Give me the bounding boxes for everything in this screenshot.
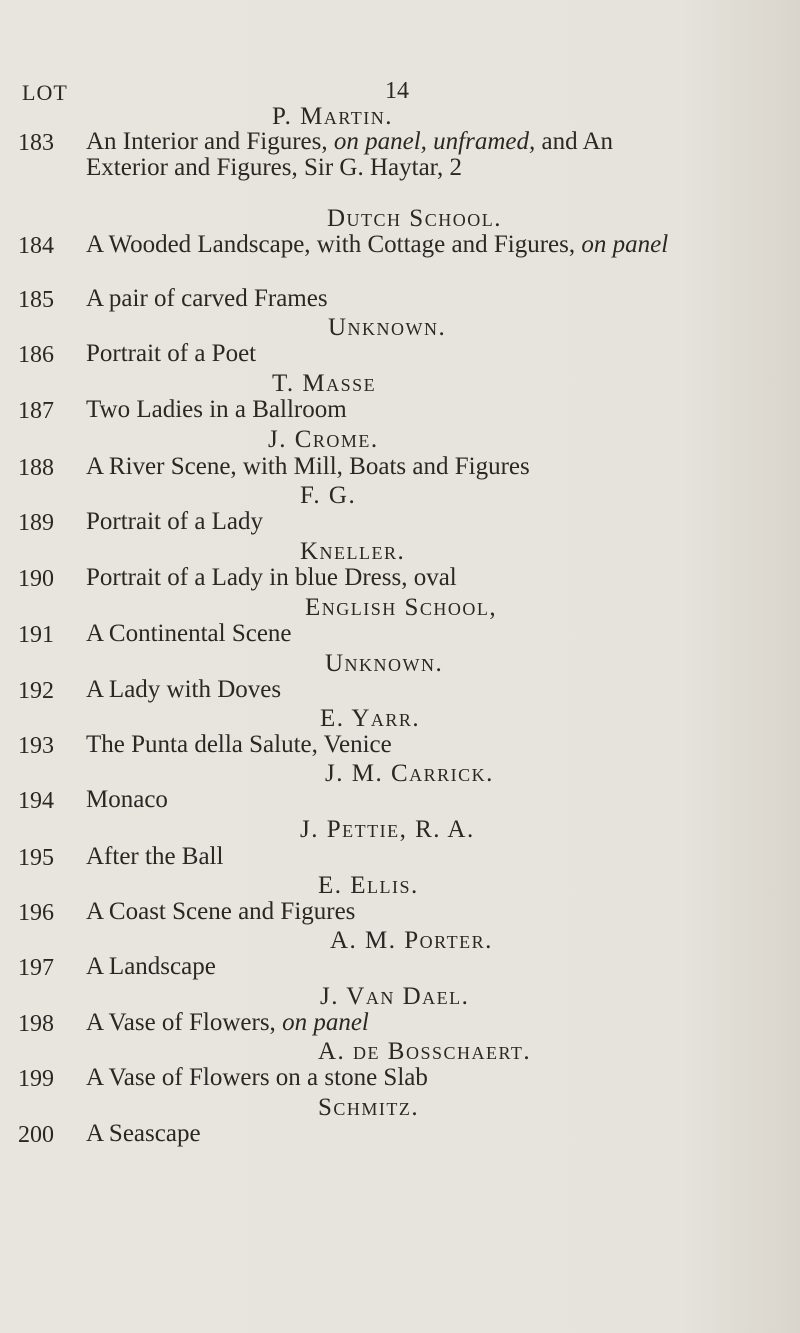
description-medium: on panel [282, 1009, 369, 1036]
lot-number: 191 [18, 622, 54, 648]
lot-description: Portrait of a Lady [86, 508, 264, 535]
lot-column-header: LOT [22, 80, 68, 105]
description-text: A Wooded Landscape, with Cottage and Figures, [86, 231, 582, 258]
page-number: 14 [385, 78, 409, 104]
artist-name: E. Ellis. [318, 872, 419, 899]
artist-name: English School, [305, 594, 498, 621]
lot-description: After the Ball [86, 843, 224, 870]
lot-number: 197 [18, 955, 54, 981]
lot-number: 200 [18, 1122, 54, 1148]
artist-name: Dutch School. [327, 205, 502, 232]
lot-description: Monaco [86, 786, 168, 813]
lot-description: Two Ladies in a Ballroom [86, 396, 347, 423]
lot-number: 183 [18, 130, 54, 156]
artist-name: A. de Bosschaert. [318, 1038, 532, 1065]
lot-description: Portrait of a Lady in blue Dress, oval [86, 564, 457, 591]
description-medium: on panel [581, 231, 669, 258]
lot-description: A pair of carved Frames [86, 285, 328, 312]
lot-description [86, 1009, 369, 1037]
lot-description: A Lady with Doves [86, 676, 282, 703]
artist-name: J. Pettie, R. A. [300, 816, 475, 843]
artist-name: J. M. Carrick. [325, 760, 494, 787]
lot-description: A Continental Scene [86, 620, 292, 647]
lot-number: 193 [18, 733, 54, 759]
lot-number: 194 [18, 788, 54, 814]
artist-name: E. Yarr. [320, 705, 421, 732]
lot-number: 192 [18, 678, 54, 704]
artist-name: Unknown. [328, 314, 447, 341]
lot-description: The Punta della Salute, Venice [86, 731, 392, 758]
description-text: A Vase of Flowers, [86, 1009, 283, 1036]
lot-description: A River Scene, with Mill, Boats and Figures [86, 453, 530, 480]
lot-number: 195 [18, 845, 54, 871]
lot-number: 188 [18, 455, 54, 481]
lot-number: 189 [18, 510, 54, 536]
artist-name: F. G. [300, 482, 357, 509]
description-text: and An [535, 128, 614, 155]
artist-name: A. M. Porter. [330, 927, 493, 954]
lot-number: 187 [18, 398, 54, 424]
artist-name: Schmitz. [318, 1094, 420, 1121]
lot-number: 196 [18, 900, 54, 926]
lot-description: A Coast Scene and Figures [86, 898, 356, 925]
artist-name: Kneller. [300, 538, 406, 565]
lot-number: 185 [18, 287, 54, 313]
artist-name: Unknown. [325, 650, 444, 677]
lot-description: Portrait of a Poet [86, 340, 257, 367]
lot-description: Exterior and Figures, Sir G. Haytar, 2 [86, 154, 463, 181]
artist-name: T. Masse [272, 370, 377, 397]
lot-number: 190 [18, 566, 54, 592]
lot-description: A Vase of Flowers on a stone Slab [86, 1064, 428, 1091]
lot-description: A Seascape [86, 1120, 201, 1147]
artist-name: J. Crome. [268, 426, 379, 453]
artist-name: P. Martin. [272, 103, 394, 130]
description-text: An Interior and Figures, [86, 128, 334, 155]
lot-description: A Landscape [86, 953, 216, 980]
lot-description [86, 231, 668, 259]
description-medium: on panel, unframed, [333, 128, 536, 155]
lot-number: 199 [18, 1066, 54, 1092]
lot-number: 184 [18, 233, 54, 259]
lot-number: 198 [18, 1011, 54, 1037]
lot-number: 186 [18, 342, 54, 368]
lot-description [86, 128, 613, 156]
artist-name: J. Van Dael. [320, 983, 470, 1010]
